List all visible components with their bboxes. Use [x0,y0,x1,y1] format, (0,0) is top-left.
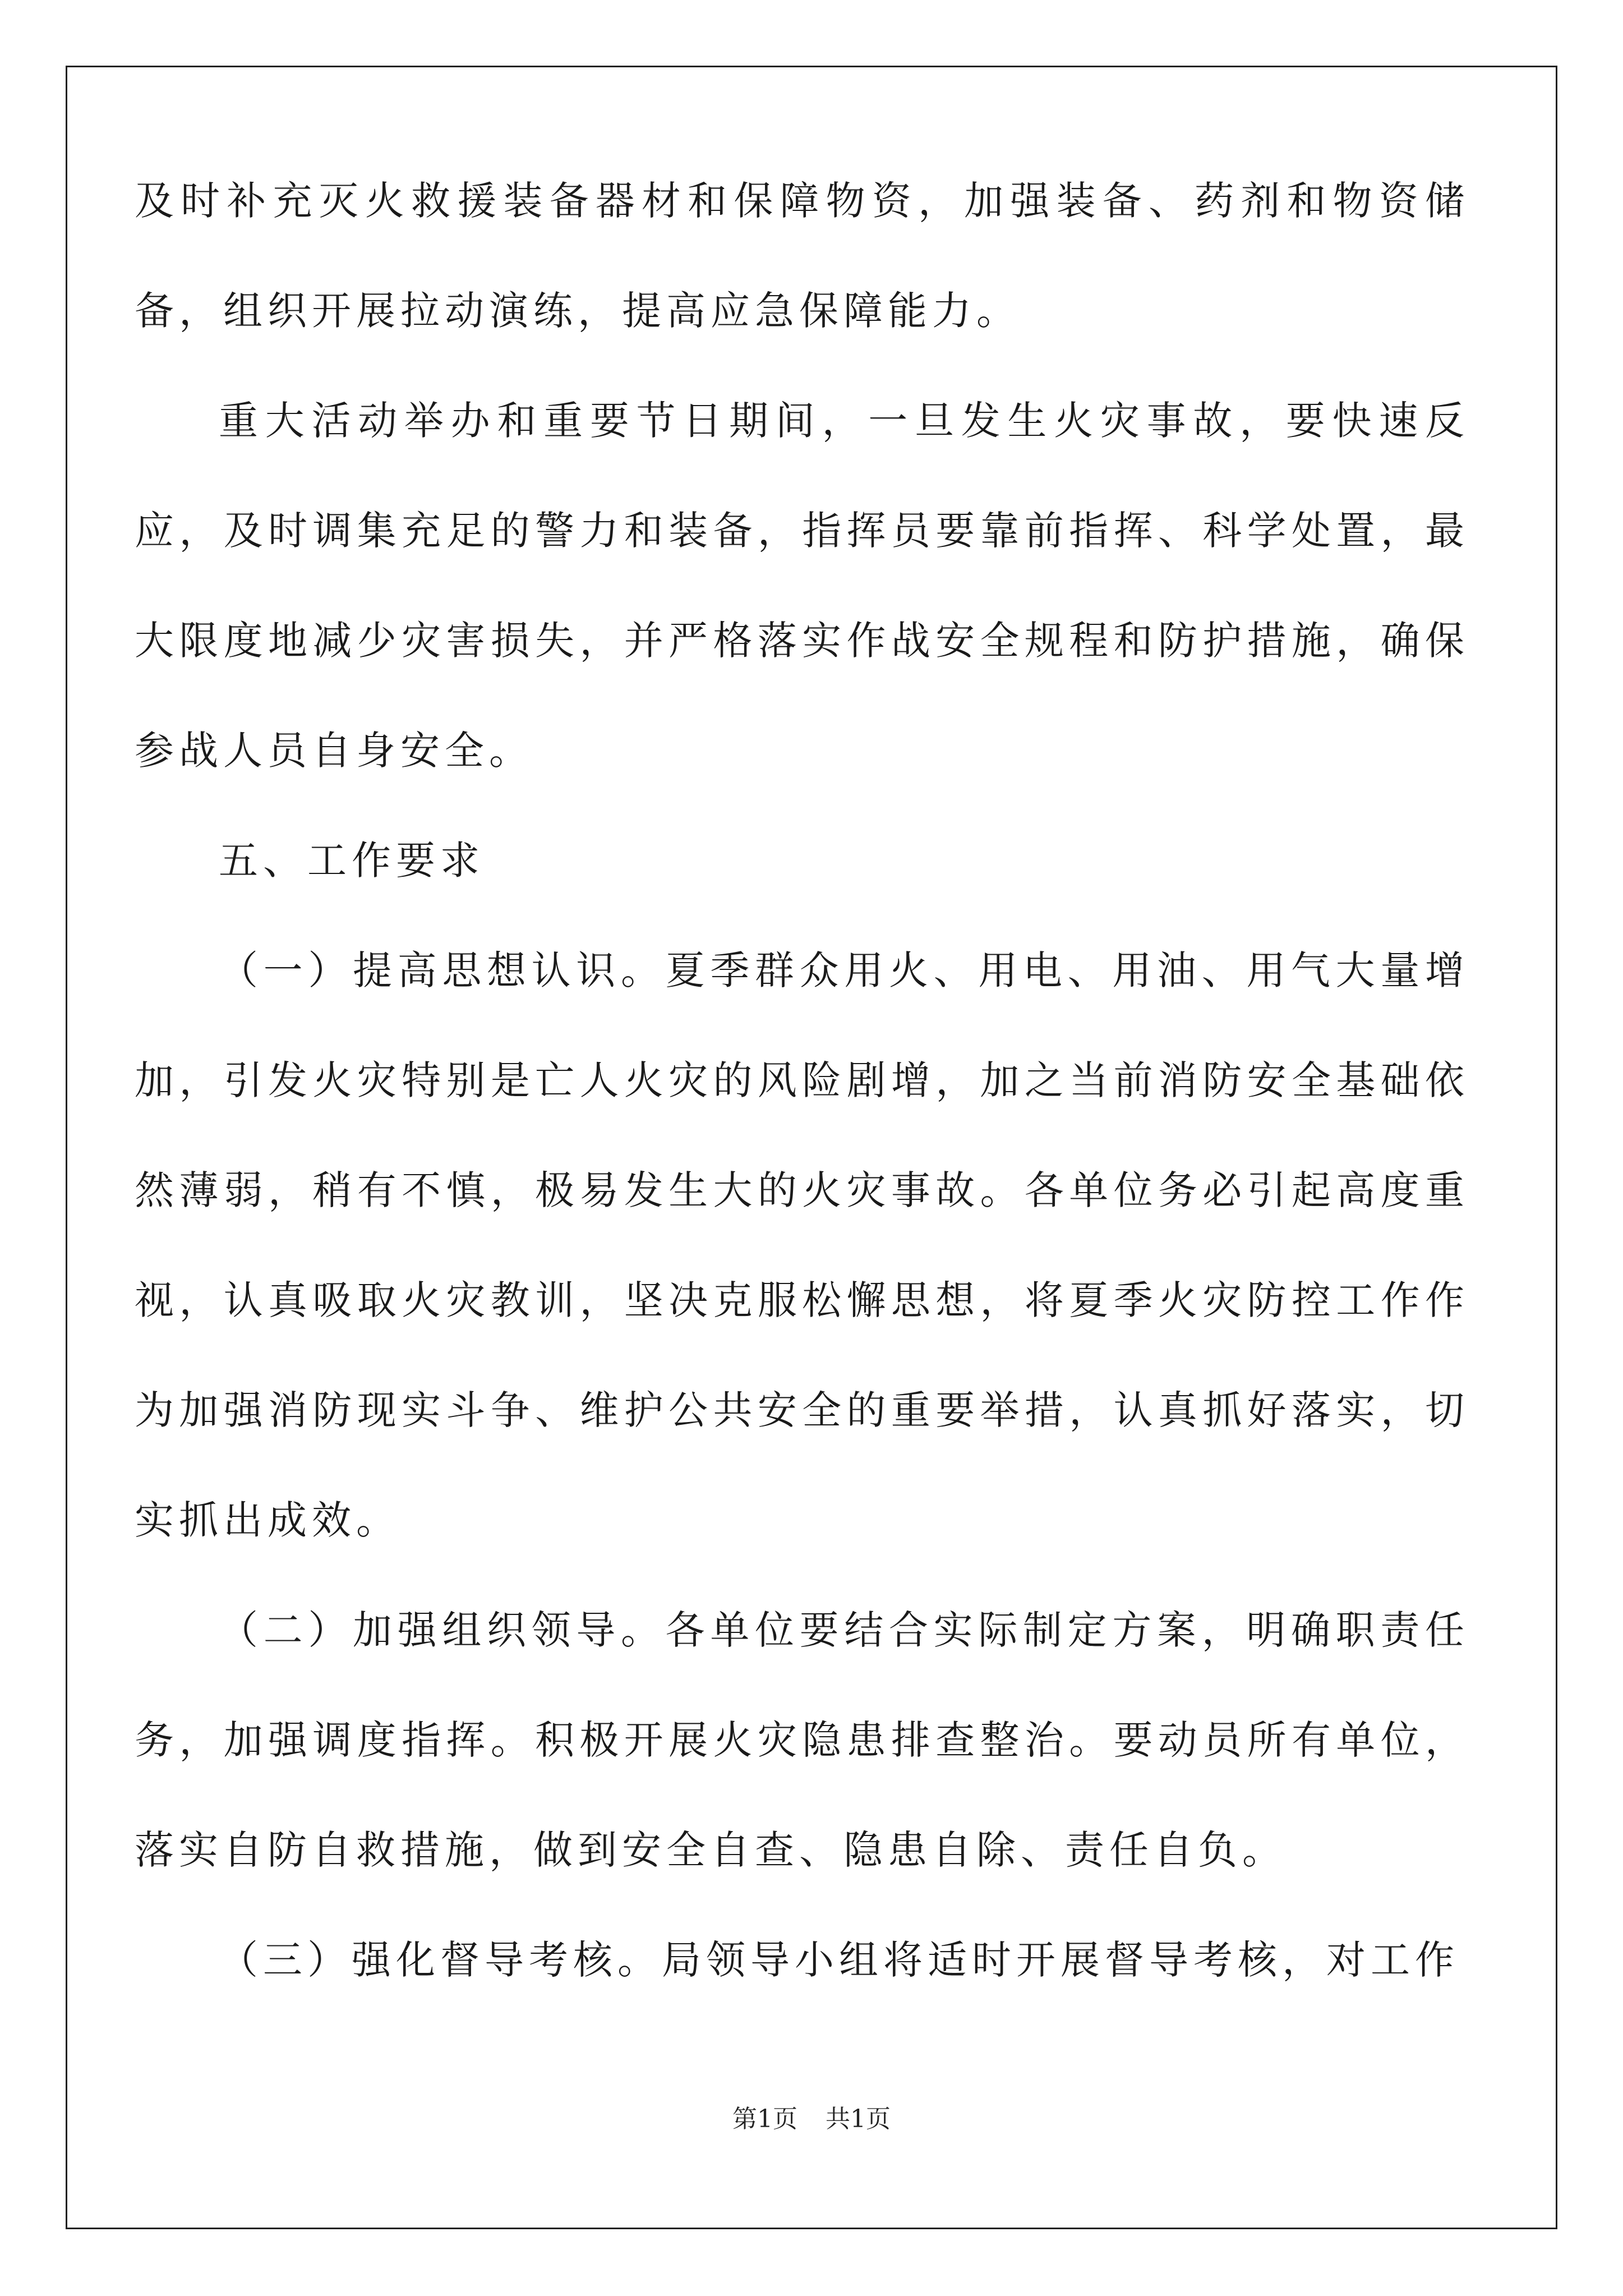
page-footer [0,2099,1623,2134]
paragraph-major-events: 重大活动举办和重要节日期间，一旦发生火灾事故，要快速反应，及时调集充足的警力和装备，指挥员要靠前指挥、科学处置，最大限度地减少灾害损失，并严格落实作战安全规程和防护措施，确保参战人员自身安全。 [135,398,1469,774]
document-body [135,146,1469,2015]
paragraph-continuation: 及时补充灭火救援装备器材和保障物资，加强装备、药剂和物资储备，组织开展拉动演练，提高应急保障能力。 [135,178,1469,334]
page-number-total: 共1页 [826,2105,891,2133]
page-number-current: 第1页 [732,2105,797,2133]
paragraph-requirement-1: （一）提高思想认识。夏季群众用火、用电、用油、用气大量增加，引发火灾特别是亡人火灾的风险剧增，加之当前消防安全基础依然薄弱，稍有不慎，极易发生大的火灾事故。各单位务必引起高度重视，认真吸取火灾教训，坚决克服松懈思想，将夏季火灾防控工作作为加强消防现实斗争、维护公共安全的重要举措，认真抓好落实，切实抓出成效。 [135,947,1469,1543]
section-heading-work-requirements: 五、工作要求 [219,838,485,884]
paragraph-requirement-3: （三）强化督导考核。局领导小组将适时开展督导考核，对工作 [219,1937,1459,1983]
paragraph-requirement-2: （二）加强组织领导。各单位要结合实际制定方案，明确职责任务，加强调度指挥。积极开展火灾隐患排查整治。要动员所有单位，落实自防自救措施，做到安全自查、隐患自除、责任自负。 [135,1607,1469,1873]
